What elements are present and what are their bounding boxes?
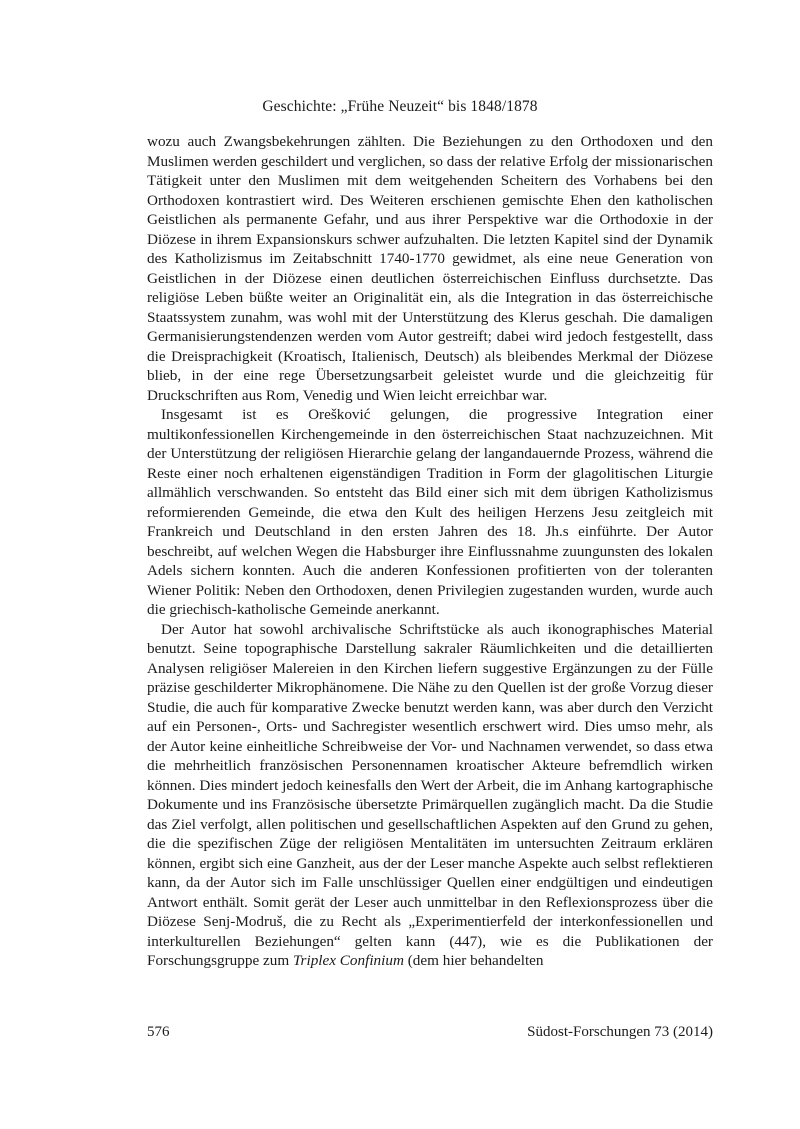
paragraph-1: wozu auch Zwangsbekehrungen zählten. Die Beziehungen zu den Orthodoxen und den Muslimen werden geschildert und verglichen, so dass der relative Erfolg der missionarischen Tätigkeit unter den Muslimen mit dem weitgehenden Scheitern des Vorhabens bei den Orthodoxen kontrastiert wird. Des Weiteren erschienen gemischte Ehen den katholischen Geistlichen als permanente Gefahr, und aus ihrer Perspektive war die Orthodoxie in der Diözese in ihrem Expansionskurs schwer aufzuhalten. Die letzten Kapitel sind der Dynamik des Katholizismus im Zeitabschnitt 1740-1770 gewidmet, als eine neue Generation von Geistlichen in der Diözese einen deutlichen österreichischen Einfluss durchsetzte. Das religiöse Leben büßte weiter an Originalität ein, als die Integration in das österreichische Staatssystem zunahm, was wohl mit der Unterstützung des Klerus geschah. Die damaligen Germanisierungstendenzen werden vom Autor gestreift; dabei wird jedoch festgestellt, dass die Dreisprachigkeit (Kroatisch, Italienisch, Deutsch) als bleibendes Merkmal der Diözese blieb, in der eine rege Übersetzungsarbeit geleistet wurde und die gleichzeitig für Druckschriften aus Rom, Venedig und Wien leicht erreichbar war. [147, 133, 713, 404]
paragraph-3 [147, 620, 713, 971]
page-number: 576 [147, 1024, 170, 1040]
italic-title: Triplex Confinium [292, 952, 404, 969]
body-text [147, 132, 713, 971]
journal-reference: Südost-Forschungen 73 (2014) [527, 1024, 713, 1040]
paragraph-3-tail: (dem hier behandelten [403, 952, 544, 969]
paragraph-3-text: Der Autor hat sowohl archivalische Schriftstücke als auch ikonographisches Material benutzt. Seine topographische Darstellung sakraler Räumlichkeiten und die detaillierten Analysen religiöser Malereien in den Kirchen liefern suggestive Ergänzungen zu der Fülle präzise geschilderter Mikrophänomene. Die Nähe zu den Quellen ist der große Vorzug dieser Studie, die auch für komparative Zwecke benutzt werden kann, was aber durch den Verzicht auf ein Personen-, Orts- und Sachregister wesentlich erschwert wird. Dies umso mehr, als der Autor keine einheitliche Schreibweise der Vor- und Nachnamen verwendet, so dass etwa die mehrheitlich französischen Personennamen kroatischer Akteure befremdlich wirken können. Dies mindert jedoch keinesfalls den Wert der Arbeit, die im Anhang kartographische Dokumente und ins Französische übersetzte Primärquellen zugänglich macht. Da die Studie das Ziel verfolgt, allen politischen und gesellschaftlichen Aspekten auf den Grund zu gehen, die die spezifischen Züge der religiösen Mentalitäten im untersuchten Zeitraum erklären können, ergibt sich eine Ganzheit, aus der der Leser manche Aspekte auch selbst reflektieren kann, da der Autor sich im Falle unschlüssiger Quellen einer endgültigen und eindeutigen Antwort enthält. Somit gerät der Leser auch unmittelbar in den Reflexionsprozess über die Diözese Senj-Modruš, die zu Recht als „Experimentierfeld der interkonfessionellen und interkulturellen Beziehungen“ gelten kann (447), wie es die Publikationen der Forschungsgruppe zum [147, 620, 713, 969]
paragraph-2: Insgesamt ist es Orešković gelungen, die progressive Integration einer multikonfessionellen Kirchengemeinde in den österreichischen Staat nachzuzeichnen. Mit der Unterstützung der religiösen Hierarchie gelang der langandauernde Prozess, während die Reste einer noch erhaltenen eigenständigen Tradition in Form der glagolitischen Liturgie allmählich verschwanden. So entsteht das Bild einer sich mit dem übrigen Katholizismus reformierenden Gemeinde, die etwa den Kult des heiligen Herzens Jesu zeitgleich mit Frankreich und Deutschland in den ersten Jahren des 18. Jh.s einführte. Der Autor beschreibt, auf welchen Wegen die Habsburger ihre Einflussnahme zuungunsten des lokalen Adels sichern konnten. Auch die anderen Konfessionen profitierten von der toleranten Wiener Politik: Neben den Orthodoxen, denen Privilegien zugestanden wurden, wurde auch die griechisch-katholische Gemeinde anerkannt. [147, 406, 713, 618]
running-head: Geschichte: „Frühe Neuzeit“ bis 1848/1878 [262, 98, 538, 115]
